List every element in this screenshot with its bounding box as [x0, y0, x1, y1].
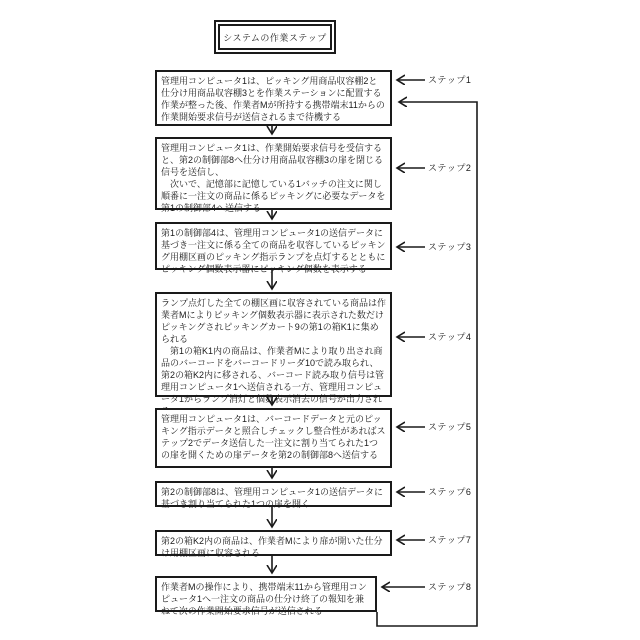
- step-3-text: 第1の制御部4は、管理用コンピュータ1の送信データに基づき一注文に係る全ての商品を収容しているピッキング用棚区画のピッキング指示ランプを点灯するとともにピッキング個数表示器にピッキング個数を表示する: [161, 228, 386, 274]
- step-6-box: [155, 481, 392, 507]
- step-5-label: ステップ5: [428, 422, 472, 432]
- step-2-text: 管理用コンピュータ1は、作業開始要求信号を受信すると、第2の制御部8へ仕分け用商品収容棚3の扉を閉じる信号を送信し、 次いで、記憶部に記憶している1バッチの注文に関し順番に一注文の商品に係るピッキングに必要なデータを第1の制御部4へ送信する: [161, 143, 386, 213]
- step-2-box: [155, 137, 392, 213]
- title-box: [214, 20, 336, 54]
- step-1-label: ステップ1: [428, 75, 472, 85]
- step-4-box: [155, 292, 392, 404]
- step-8-box: [155, 576, 377, 616]
- step-1-text: 管理用コンピュータ1は、ピッキング用商品収容棚2と仕分け用商品収容棚3とを作業ステーションに配置する作業が整った後、作業者Mが所持する携帯端末11からの作業開始要求信号が送信されるまで待機する: [161, 76, 385, 122]
- step-5-box: [155, 408, 392, 468]
- step-2-label: ステップ2: [428, 163, 472, 173]
- step-4-text: ランプ点灯した全ての棚区画に収容されている商品は作業者Mによりピッキング個数表示器に表示された数だけピッキングされピッキングカート9の第1の箱K1に集められる 第1の箱K1内の商品は、作業者Mにより取り出され商品のバーコードをバーコードリーダ10で読み取られ、第2の箱K2内に移される、バーコード読み取り信号は管理用コンピュータ1へ送信される一方、管理用コンピュータ1からランプ消灯と個数表示消去の信号が出力され: [161, 298, 387, 404]
- step-7-label: ステップ7: [428, 535, 472, 545]
- step-6-text: 第2の制御部8は、管理用コンピュータ1の送信データに基づき割り当てられた1つの扉を開く: [161, 487, 384, 509]
- step-8-label: ステップ8: [428, 582, 472, 592]
- page-title: システムの作業ステップ: [218, 24, 332, 50]
- step-6-label: ステップ6: [428, 487, 472, 497]
- step-8-text: 作業者Mの操作により、携帯端末11から管理用コンピュータ1へ一注文の商品の仕分け終了の報知を兼ねて次の作業開始要求信号が送信される: [161, 582, 367, 616]
- step-5-text: 管理用コンピュータ1は、バーコードデータと元のピッキング指示データと照合しチェックし整合性があればステップ2でデータ送信した一注文に割り当てられた1つの扉を開くための扉データを第2の制御部8へ送信する: [161, 414, 386, 460]
- step-7-text: 第2の箱K2内の商品は、作業者Mにより扉が開いた仕分け用棚区画に収容される: [161, 536, 383, 558]
- step-4-label: ステップ4: [428, 332, 472, 342]
- step-1-box: [155, 70, 392, 126]
- step-3-label: ステップ3: [428, 242, 472, 252]
- loop-arrow-step8-to-step1: [377, 102, 477, 626]
- step-3-box: [155, 222, 392, 274]
- step-7-box: [155, 530, 392, 556]
